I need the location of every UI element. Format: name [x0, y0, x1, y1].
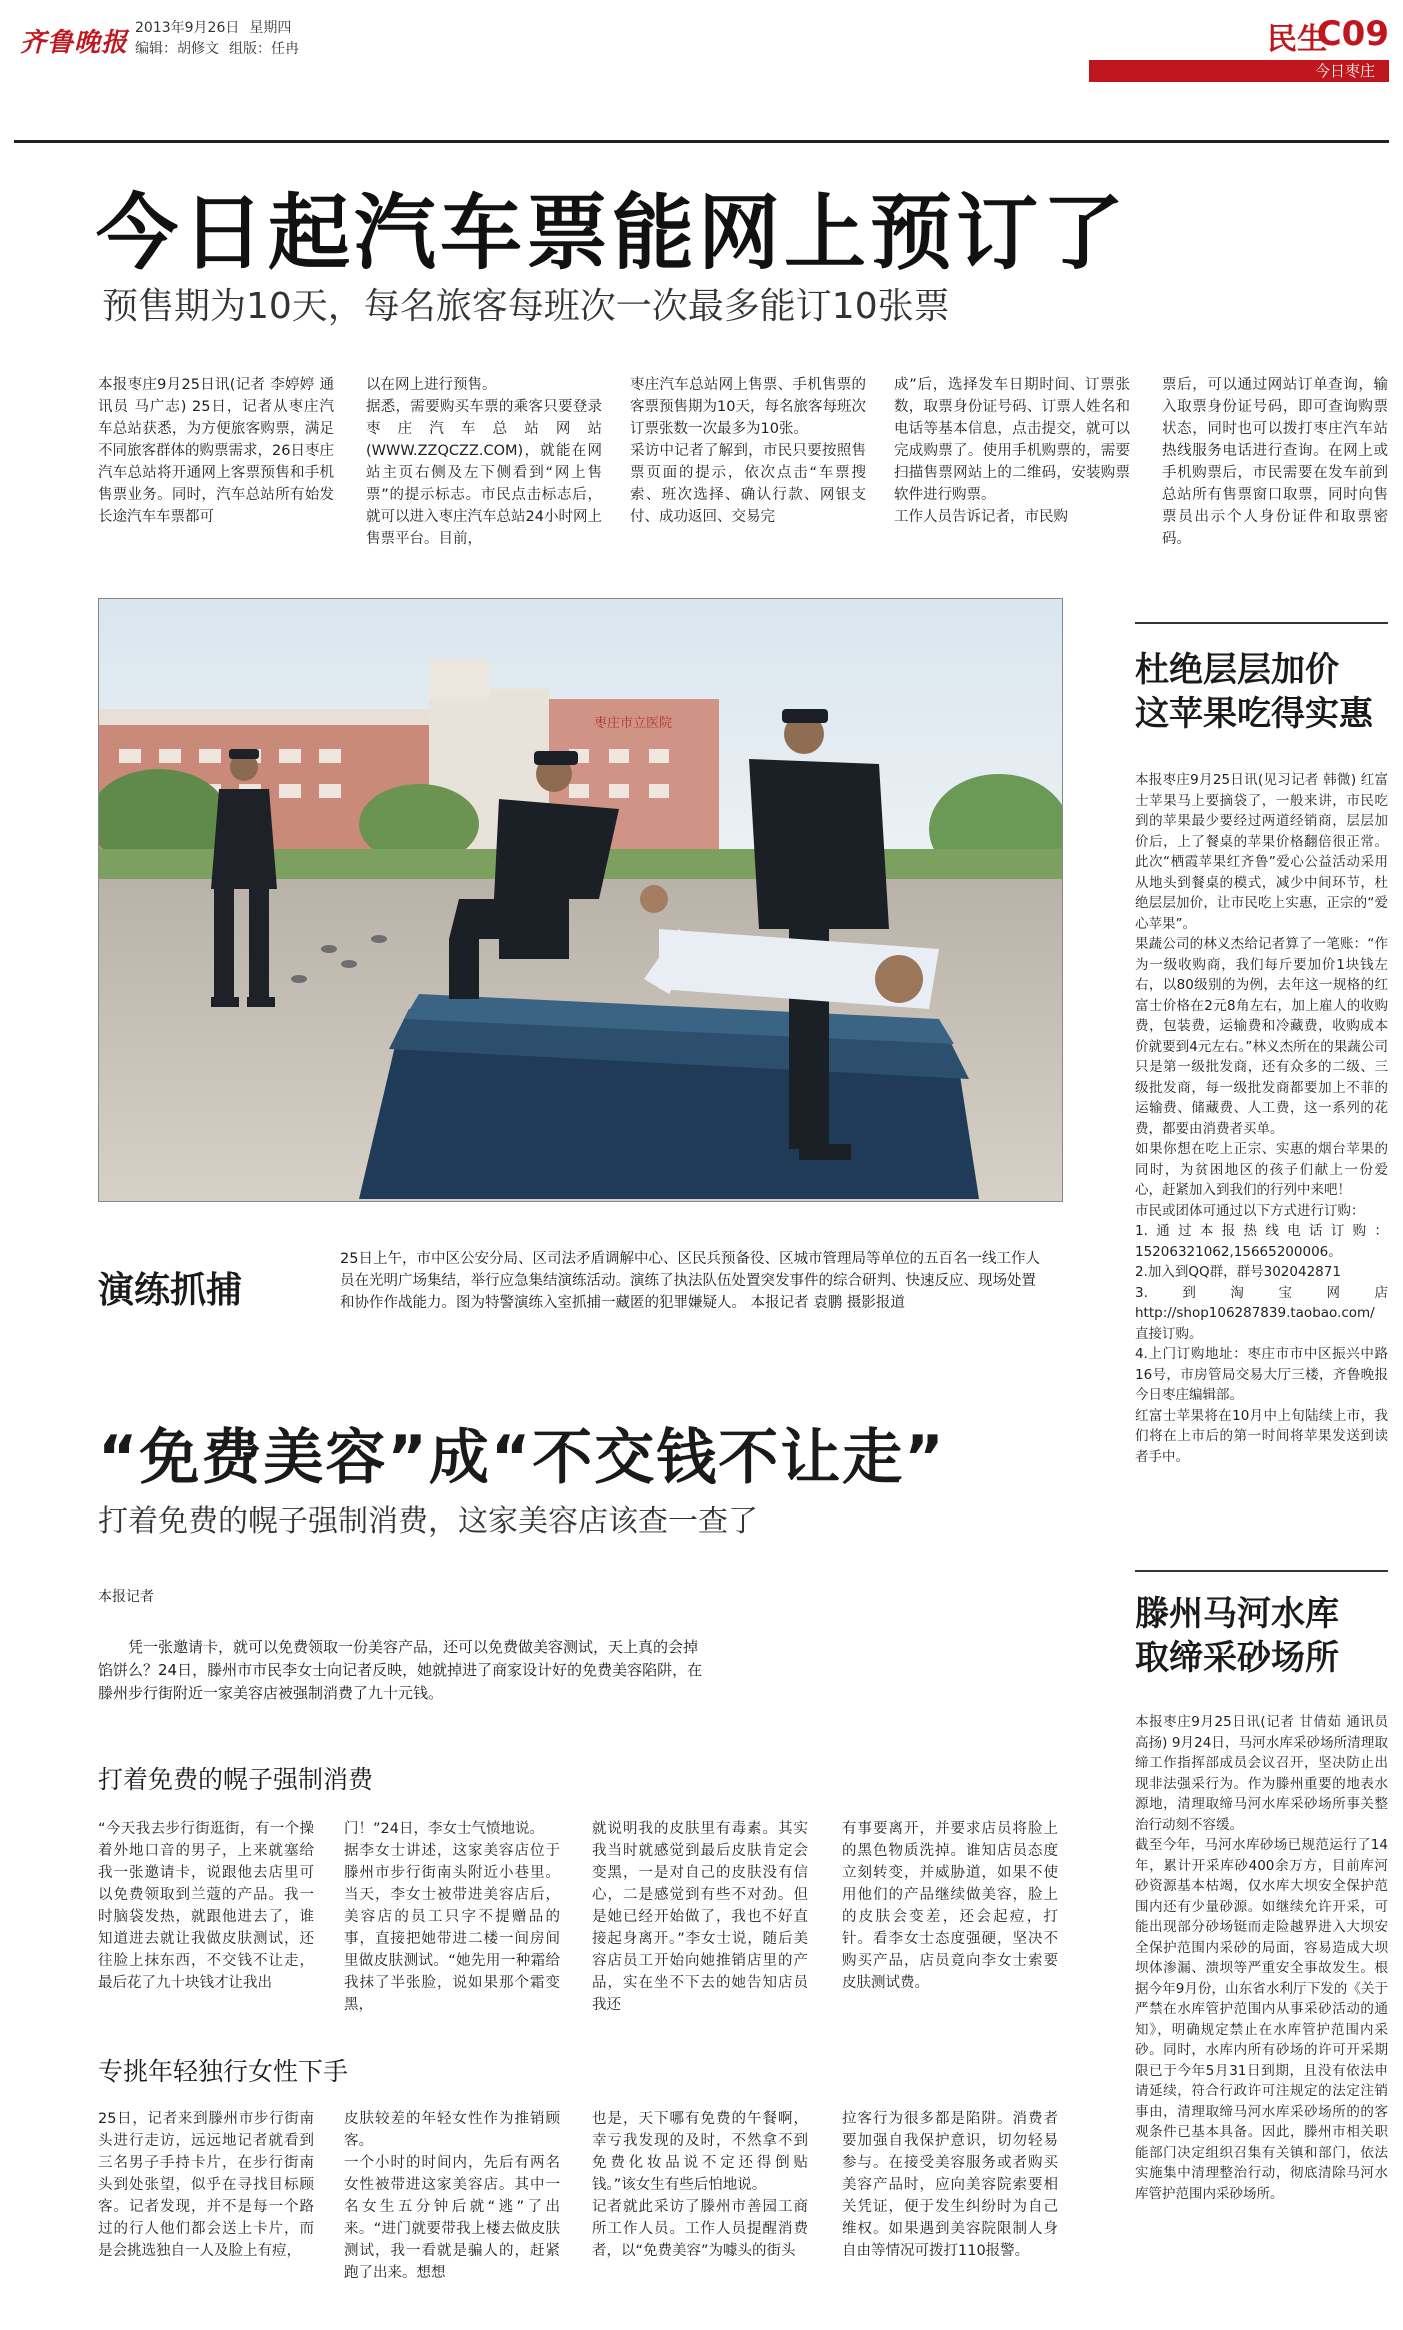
beauty-subtitle-2: 专挑年轻独行女性下手	[98, 2057, 349, 2086]
page-number: C09	[1316, 14, 1389, 54]
beauty-s1-col-4: 有事要离开，并要求店员将脸上的黑色物质洗掉。谁知店员态度立刻转变，并威胁道，如果不使用他们的产品继续做美容，脸上的皮肤会变差，还会起痘，打针。看李女士态度强硬，坚决不购买产品，店员竟向李女士索要皮肤测试费。	[842, 1821, 1058, 1991]
main-headline: 今日起汽车票能网上预订了	[96, 186, 1129, 281]
apple-body: 本报枣庄9月25日讯(见习记者 韩微) 红富士苹果马上要摘袋了，一般来讲，市民吃到的苹果最少要经过两道经销商，层层加价后，上了餐桌的苹果价格翻倍很正常。此次“栖霞苹果红齐鲁”爱心公益活动采用从地头到餐桌的模式，减少中间环节，杜绝层层加价，让市民吃上实惠，正宗的“爱心苹果”。 果蔬公司的林义杰给记者算了一笔账：“作为一级收购商，我们每斤要加价1块钱左右，以80级别的为例，去年这一规格的红富士价格在2元8角左右，加上雇人的收购费，包装费，运输费和冷藏费，收购成本价就要到4元左右。”林义杰所在的果蔬公司只是第一级批发商，还有众多的二级、三级批发商，每一级批发商都要加上不菲的运输费、储藏费、人工费，这一系列的花费，都要由消费者买单。 如果你想在吃上正宗、实惠的烟台苹果的同时，为贫困地区的孩子们献上一份爱心，赶紧加入到我们的行列中来吧！ 市民或团体可通过以下方式进行订购： 1.通过本报热线电话订购：15206321062,15665200006。 2.加入到QQ群，群号302042871 3.到淘宝网店http://shop106287839.taobao.com/直接订购。 4.上门订购地址：枣庄市市中区振兴中路16号，市房管局交易大厅三楼，齐鲁晚报今日枣庄编辑部。 红富士苹果将在10月中上旬陆续上市，我们将在上市后的第一时间将苹果发送到读者手中。	[1135, 772, 1388, 1465]
photo-caption-title: 演练抓捕	[98, 1270, 243, 1311]
apple-headline-line-2: 这苹果吃得实惠	[1135, 694, 1373, 734]
issue-date: 2013年9月26日	[135, 20, 240, 36]
reservoir-headline	[1135, 1592, 1339, 1680]
section-name: 民生	[1267, 22, 1327, 57]
beauty-s2-col-4: 拉客行为很多都是陷阱。消费者要加强自我保护意识，切勿轻易参与。在接受美容服务或者购买美容产品时，应向美容院索要相关凭证，便于发生纠纷时为自己维权。如果遇到美容院限制人身自由等情况可拨打110报警。	[842, 2111, 1058, 2259]
reservoir-headline-line-1: 滕州马河水库	[1135, 1594, 1339, 1634]
editor-credit: 编辑：胡修文	[135, 41, 219, 57]
news-photo	[98, 598, 1063, 1202]
issue-meta	[135, 18, 309, 60]
beauty-subhead: 打着免费的幌子强制消费，这家美容店该查一查了	[98, 1504, 758, 1539]
header-rule	[14, 140, 1389, 143]
main-article-col-2: 以在网上进行预售。 据悉，需要购买车票的乘客只要登录枣庄汽车总站网站(WWW.ZZQCZZ.COM)，就能在网站主页右侧及左下侧看到“网上售票”的提示标志。市民点击标志后，就可以进入枣庄汽车总站24小时网上售票平台。目前，	[366, 377, 602, 547]
beauty-lead: 凭一张邀请卡，就可以免费领取一份美容产品，还可以免费做美容测试，天上真的会掉馅饼么？24日，滕州市市民李女士向记者反映，她就掉进了商家设计好的免费美容陷阱，在滕州步行街附近一家美容店被强制消费了九十元钱。	[98, 1638, 703, 1702]
main-article-col-1: 本报枣庄9月25日讯(记者 李婷婷 通讯员 马广志) 25日，记者从枣庄汽车总站获悉，为方便旅客购票，满足不同旅客群体的购票需求，26日枣庄汽车总站将开通网上客票预售和手机售票业务。同时，汽车总站所有始发长途汽车车票都可	[98, 377, 334, 525]
beauty-s2-col-3: 也是，天下哪有免费的午餐啊，幸亏我发现的及时，不然拿不到免费化妆品说不定还得倒贴钱。”该女生有些后怕地说。 记者就此采访了滕州市善园工商所工作人员。工作人员提醒消费者，以“免费美容”为噱头的街头	[592, 2111, 808, 2259]
photo-sign: 枣庄市立医院	[594, 716, 673, 731]
beauty-s1-col-3: 就说明我的皮肤里有毒素。其实我当时就感觉到最后皮肤肯定会变黑，一是对自己的皮肤没有信心，二是感觉到有些不对劲。但是她已经开始做了，我也不好直接起身离开。”李女士说，随后美容店员工开始向她推销店里的产品，实在坐不下去的她告知店员我还	[592, 1821, 808, 2013]
reservoir-headline-line-2: 取缔采砂场所	[1135, 1638, 1339, 1678]
apple-headline	[1135, 648, 1373, 736]
main-subhead: 预售期为10天，每名旅客每班次一次最多能订10张票	[102, 286, 950, 327]
sidebar-rule-top	[1135, 622, 1388, 624]
beauty-byline: 本报记者	[98, 1589, 154, 1605]
beauty-s2-col-2: 皮肤较差的年轻女性作为推销顾客。 一个小时的时间内，先后有两名女性被带进这家美容店。其中一名女生五分钟后就“逃”了出来。“进门就要带我上楼去做皮肤测试，我一看就是骗人的，赶紧跑了出来。想想	[344, 2111, 560, 2281]
layout-credit: 组版：任冉	[229, 41, 299, 57]
apple-headline-line-1: 杜绝层层加价	[1135, 650, 1339, 690]
sidebar-rule-mid	[1135, 1570, 1388, 1572]
reservoir-body: 本报枣庄9月25日讯(记者 甘倩茹 通讯员 高扬) 9月24日，马河水库采砂场所清理取缔工作指挥部成员会议召开，坚决防止出现非法强采行为。作为滕州重要的地表水源地，清理取缔马河水库采砂场所事关整治行动刻不容缓。 截至今年，马河水库砂场已规范运行了14年，累计开采库砂400余万方，目前库河砂资源基本枯竭，仅水库大坝安全保护范围内还有少量砂源。如继续允许开采，可能出现部分砂场铤而走险越界进入大坝安全保护范围内采砂的局面，容易造成大坝坝体渗漏、溃坝等严重安全事故发生。根据今年9月份，山东省水利厅下发的《关于严禁在水库管护范围内从事采砂活动的通知》，明确规定禁止在水库管护范围内采砂。同时，水库内所有砂场的许可开采期限已于今年5月31日到期，且没有依法申请延续，符合行政许可注规定的法定注销事由，清理取缔马河水库采砂场所的的客观条件已基本具备。因此，滕州市相关职能部门决定组织召集有关镇和部门，依法实施集中清理整治行动，彻底清除马河水库管护范围内采砂场所。	[1135, 1714, 1388, 2202]
beauty-headline: “免费美容”成“不交钱不让走”	[98, 1423, 946, 1493]
newspaper-logo: 齐鲁晚报	[20, 28, 129, 58]
beauty-s1-col-2: 门！”24日，李女士气愤地说。 据李女士讲述，这家美容店位于滕州市步行街南头附近小巷里。当天，李女士被带进美容店后，美容店的员工只字不提赠品的事，直接把她带进二楼一间房间里做皮肤测试。“她先用一种霜给我抹了半张脸，说如果那个霜变黑，	[344, 1821, 560, 2013]
beauty-s1-col-1: “今天我去步行街逛街，有一个操着外地口音的男子，上来就塞给我一张邀请卡，说跟他去店里可以免费领取到兰蔻的产品。我一时脑袋发热，就跟他进去了，谁知道进去就让我做皮肤测试，还往脸上抹东西，不交钱不让走，最后花了九十块钱才让我出	[98, 1821, 314, 1991]
main-article-col-3: 枣庄汽车总站网上售票、手机售票的客票预售期为10天，每名旅客每班次订票张数一次最多为10张。 采访中记者了解到，市民只要按照售票页面的提示，依次点击“车票搜索、班次选择、确认行款、网银支付、成功返回、交易完	[630, 377, 866, 525]
issue-weekday: 星期四	[249, 20, 292, 36]
beauty-s2-col-1: 25日，记者来到滕州市步行街南头进行走访，远远地记者就看到三名男子手持卡片，在步行街南头到处张望，似乎在寻找目标顾客。记者发现，并不是每一个路过的行人他们都会送上卡片，而是会挑选独自一人及脸上有痘，	[98, 2111, 314, 2259]
photo-illustration	[99, 599, 1062, 1201]
section-subtitle-bar: 今日枣庄	[1089, 60, 1389, 82]
main-article-col-5: 票后，可以通过网站订单查询，输入取票身份证号码，即可查询购票状态，同时也可以拨打枣庄汽车站热线服务电话进行查询。在网上或手机购票后，市民需要在发车前到总站所有售票窗口取票，同时向售票员出示个人身份证件和取票密码。	[1162, 377, 1388, 547]
beauty-subtitle-1: 打着免费的幌子强制消费	[98, 1765, 374, 1794]
main-article-col-4: 成”后，选择发车日期时间、订票张数，取票身份证号码、订票人姓名和电话等基本信息，点击提交，就可以完成购票了。使用手机购票的，需要扫描售票网站上的二维码，安装购票软件进行购票。 工作人员告诉记者，市民购	[894, 377, 1130, 525]
photo-caption-text: 25日上午，市中区公安分局、区司法矛盾调解中心、区民兵预备役、区城市管理局等单位的五百名一线工作人员在光明广场集结，举行应急集结演练活动。演练了执法队伍处置突发事件的综合研判、快速反应、现场处置和协作作战能力。图为特警演练入室抓捕一藏匿的犯罪嫌疑人。 本报记者 袁鹏 摄影报道	[340, 1251, 1040, 1311]
